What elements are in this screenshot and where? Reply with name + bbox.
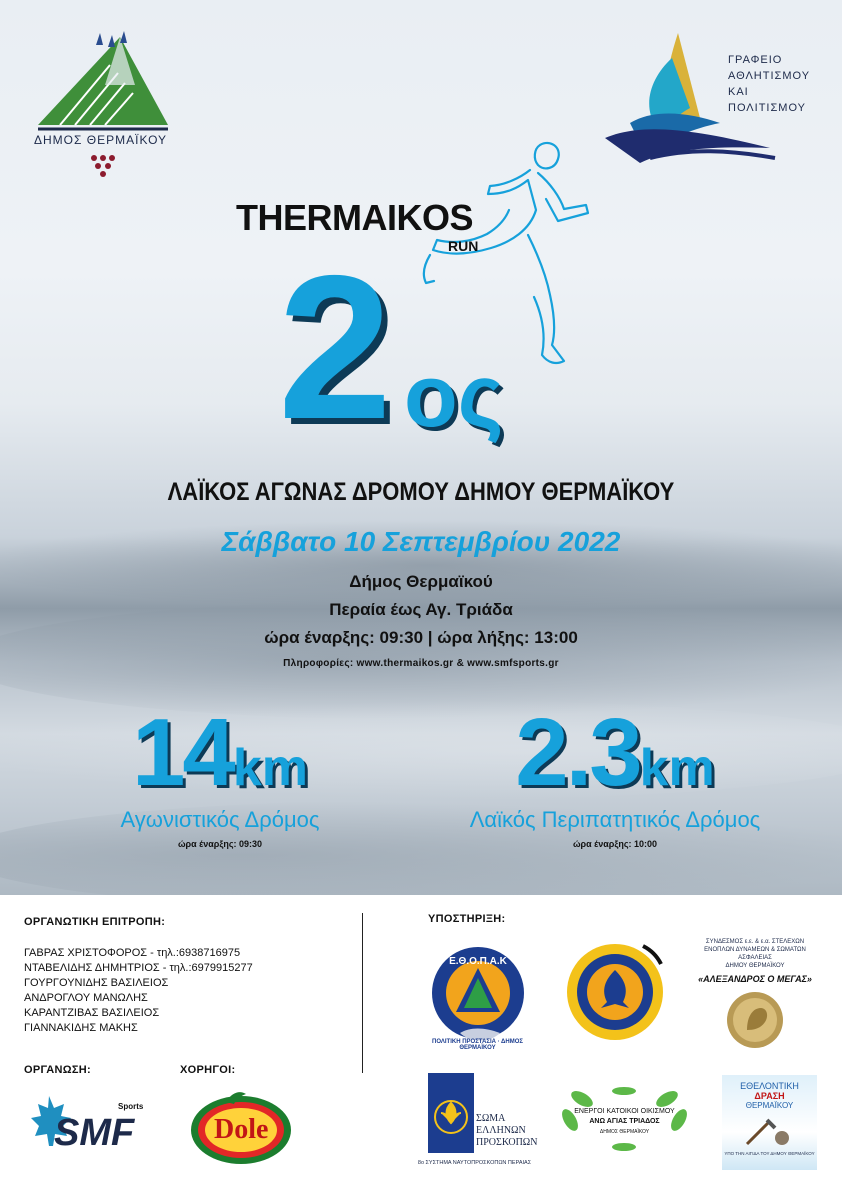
- smf-logo: [24, 1090, 149, 1160]
- event-brand-sub: RUN: [448, 238, 479, 254]
- committee-member: ΓΑΒΡΑΣ ΧΡΙΣΤΟΦΟΡΟΣ - τηλ.:6938716975: [24, 947, 241, 959]
- civil-protection-top: Ε.Θ.Ο.Π.Α.Κ: [449, 956, 507, 967]
- assoc-name: «ΑΛΕΞΑΝΔΡΟΣ Ο ΜΕΓΑΣ»: [698, 974, 812, 984]
- dole-logo: [186, 1088, 296, 1168]
- race-distance: 2.3km: [515, 699, 715, 806]
- volunteer-logo: [722, 1075, 817, 1170]
- organizer-label: ΟΡΓΑΝΩΣΗ:: [24, 1064, 91, 1076]
- scouts-sub: 8ο ΣΥΣΤΗΜΑ ΝΑΥΤΟΠΡΟΣΚΟΠΩΝ ΠΕΡΑΙΑΣ: [417, 1160, 532, 1166]
- race-2-3km: [440, 699, 790, 849]
- fire-rescue-logo: [563, 940, 668, 1045]
- fleur-de-lis-icon: [428, 1073, 474, 1153]
- civil-protection-ring: ΠΟΛΙΤΙΚΗ ΠΡΟΣΤΑΣΙΑ · ΔΗΜΟΣ ΘΕΡΜΑΪΚΟΥ: [432, 1039, 523, 1051]
- race-start-time: ώρα έναρξης: 09:30: [177, 839, 263, 849]
- sports-office-text: ΓΡΑΦΕΙΟ ΑΘΛΗΤΙΣΜΟΥ ΚΑΙ ΠΟΛΙΤΙΣΜΟΥ: [728, 54, 811, 114]
- committee-member: ΝΤΑΒΕΛΙΔΗΣ ΔΗΜΗΤΡΙΟΣ - τηλ.:6979915277: [24, 962, 253, 974]
- event-location: Δήμος Θερμαϊκού: [349, 572, 493, 591]
- smf-sub: Sports: [118, 1102, 144, 1111]
- event-date: Σάββατο 10 Σεπτεμβρίου 2022: [221, 526, 621, 557]
- scouts-logo: [412, 1073, 537, 1173]
- edition-suffix: ος: [404, 346, 504, 445]
- residents-logo: [552, 1085, 697, 1155]
- civil-protection-badge-icon: [420, 938, 535, 1048]
- residents-name: ΕΝΕΡΓΟΙ ΚΑΤΟΙΚΟΙ ΟΙΚΙΣΜΟΥ ΑΝΩ ΑΓΙΑΣ ΤΡΙΑΔΟΣ ΔΗΜΟΣ ΘΕΡΜΑΪΚΟΥ: [574, 1108, 675, 1135]
- race-name: Αγωνιστικός Δρόμος: [120, 807, 320, 832]
- dole-text: Dole: [214, 1114, 269, 1145]
- sponsors-label: ΧΟΡΗΓΟΙ:: [180, 1064, 236, 1076]
- section-divider: [362, 913, 363, 1073]
- runner-icon: [420, 135, 595, 370]
- assoc-line: ΣΥΝΔΕΣΜΟΣ ε.ε. & ε.α. ΣΤΕΛΕΧΩΝ: [705, 939, 805, 945]
- volunteer-line: ΔΡΑΣΗ: [754, 1091, 785, 1101]
- committee-member: ΓΙΑΝΝΑΚΙΔΗΣ ΜΑΚΗΣ: [24, 1022, 138, 1034]
- committee-member: ΓΟΥΡΓΟΥΝΙΔΗΣ ΒΑΣΙΛΕΙΟΣ: [24, 977, 169, 989]
- assoc-line: ΔΗΜΟΥ ΘΕΡΜΑΪΚΟΥ: [725, 963, 785, 969]
- edition-number: 2: [278, 233, 385, 462]
- scouts-name: ΣΩΜΑ ΕΛΛΗΝΩΝ ΠΡΟΣΚΟΠΩΝ: [476, 1113, 538, 1148]
- event-route: Περαία έως Αγ. Τριάδα: [329, 600, 513, 619]
- committee-list: [24, 946, 253, 1036]
- grapes-icon: [88, 153, 118, 179]
- volunteer-line: ΘΕΡΜΑΪΚΟΥ: [745, 1101, 794, 1110]
- event-times: ώρα έναρξης: 09:30 | ώρα λήξης: 13:00: [264, 628, 578, 647]
- event-title: ΛΑΪΚΟΣ ΑΓΩΝΑΣ ΔΡΟΜΟΥ ΔΗΜΟΥ ΘΕΡΜΑΪΚΟΥ: [167, 478, 675, 506]
- assoc-line: ΕΝΟΠΛΩΝ ΔΥΝΑΜΕΩΝ & ΣΩΜΑΤΩΝ ΑΣΦΑΛΕΙΑΣ: [704, 947, 806, 961]
- race-name: Λαϊκός Περιπατητικός Δρόμος: [469, 807, 761, 832]
- civil-protection-logo: [420, 938, 535, 1051]
- race-distance: 14km: [132, 699, 308, 806]
- volunteer-tools-icon: [742, 1116, 797, 1146]
- sports-office-logo: [600, 28, 830, 178]
- volunteer-sub: ΥΠΟ ΤΗΝ ΑΙΓΙΔΑ ΤΟΥ ΔΗΜΟΥ ΘΕΡΜΑΪΚΟΥ: [724, 1151, 815, 1156]
- committee-member: ΚΑΡΑΝΤΖΙΒΑΣ ΒΑΣΙΛΕΙΟΣ: [24, 1007, 160, 1019]
- phoenix-badge-icon: [563, 940, 668, 1045]
- committee-label: ΟΡΓΑΝΩΤΙΚΗ ΕΠΙΤΡΟΠΗ:: [24, 916, 166, 928]
- veterans-association-logo: [695, 938, 815, 1046]
- coin-icon: [725, 990, 785, 1050]
- volunteer-line: ΕΘΕΛΟΝΤΙΚΗ: [740, 1081, 799, 1091]
- municipality-logo-text: ΔΗΜΟΣ ΘΕΡΜΑΪΚΟΥ: [34, 133, 168, 147]
- committee-member: ΑΝΔΡΟΓΛΟΥ ΜΑΝΩΛΗΣ: [24, 992, 148, 1004]
- event-info-links: Πληροφορίες: www.thermaikos.gr & www.smfsports.gr: [283, 658, 559, 669]
- race-14km: [70, 699, 370, 849]
- municipality-logo: [30, 25, 175, 185]
- support-label: ΥΠΟΣΤΗΡΙΞΗ:: [428, 913, 506, 925]
- mountain-icon: [30, 25, 175, 140]
- smf-text: SMF: [54, 1112, 135, 1154]
- race-start-time: ώρα έναρξης: 10:00: [572, 839, 658, 849]
- event-brand: THERMAIKOS: [236, 197, 473, 238]
- scouts-banner: [428, 1073, 474, 1153]
